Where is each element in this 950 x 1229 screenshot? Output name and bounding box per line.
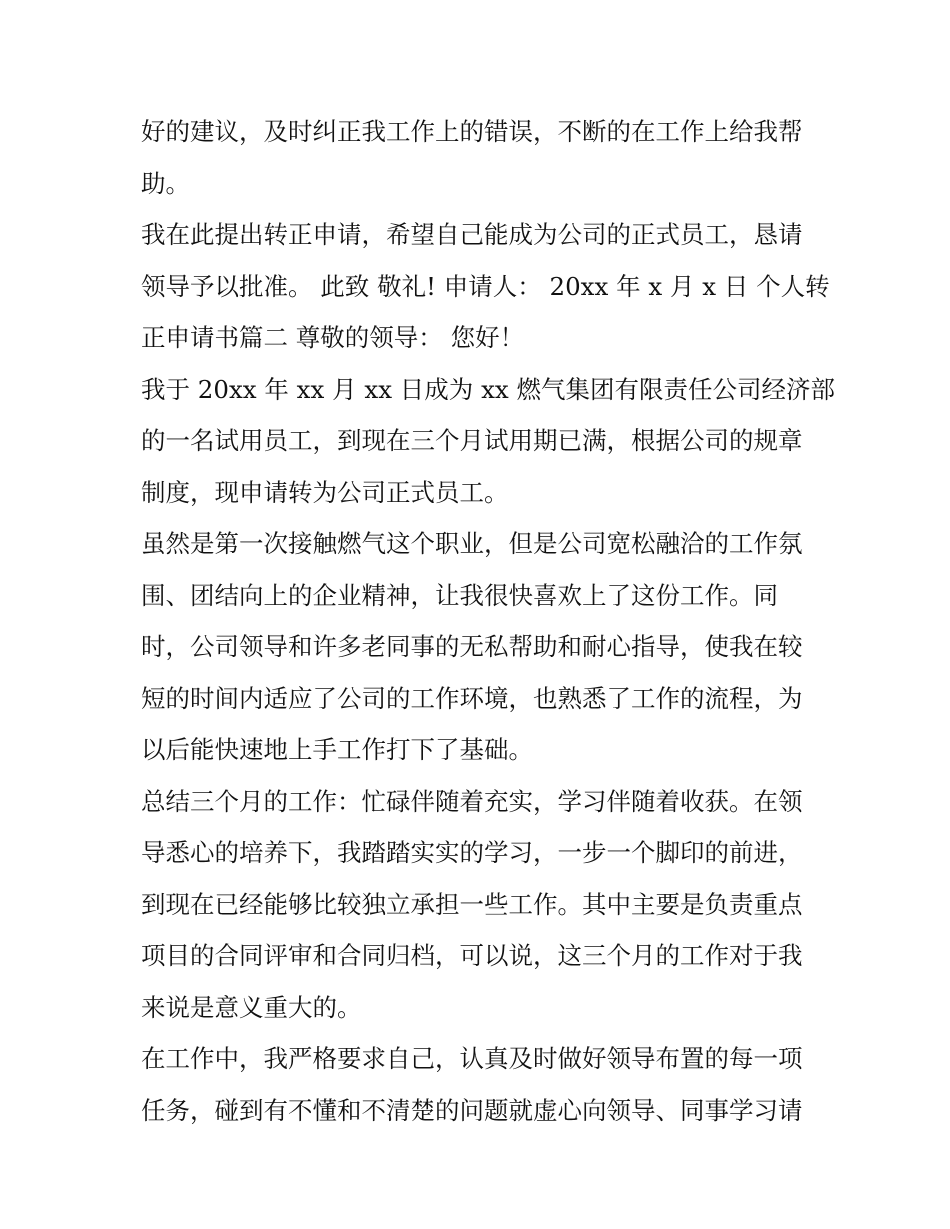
text-line: 我在此提出转正申请，希望自己能成为公司的正式员工，恳请	[141, 220, 803, 249]
text-line: 助。	[141, 168, 190, 198]
text-line: 的一名试用员工，到现在三个月试用期已满，根据公司的规章	[141, 426, 803, 455]
text-line: 任务，碰到有不懂和不清楚的问题就虚心向领导、同事学习请	[141, 1095, 803, 1125]
text-line: 在工作中，我严格要求自己，认真及时做好领导布置的每一项	[141, 1044, 803, 1073]
text-line: 到现在已经能够比较独立承担一些工作。其中主要是负责重点	[141, 889, 803, 919]
text-line: 围、团结向上的企业精神，让我很快喜欢上了这份工作。同	[141, 580, 778, 610]
text-line: 项目的合同评审和合同归档，可以说，这三个月的工作对于我	[141, 941, 803, 970]
text-line: 正申请书篇二 尊敬的领导： 您好！	[141, 323, 525, 352]
text-line: 好的建议，及时纠正我工作上的错误，不断的在工作上给我帮	[141, 117, 803, 146]
text-line: 来说是意义重大的。	[141, 992, 362, 1022]
text-line: 虽然是第一次接触燃气这个职业，但是公司宽松融洽的工作氛	[141, 529, 803, 558]
text-line: 导悉心的培养下，我踏踏实实的学习，一步一个脚印的前进，	[141, 838, 803, 867]
text-line: 制度，现申请转为公司正式员工。	[141, 477, 509, 507]
text-line: 我于 20xx 年 xx 月 xx 日成为 xx 燃气集团有限责任公司经济部	[141, 374, 836, 404]
text-line: 短的时间内适应了公司的工作环境，也熟悉了工作的流程，为	[141, 683, 803, 713]
document-body	[141, 106, 836, 1136]
text-line: 领导予以批准。 此致 敬礼! 申请人： 20xx 年 x 月 x 日 个人转	[141, 271, 830, 301]
text-line: 以后能快速地上手工作打下了基础。	[141, 735, 533, 764]
text-line: 总结三个月的工作：忙碌伴随着充实，学习伴随着收获。在领	[141, 786, 803, 816]
text-line: 时，公司领导和许多老同事的无私帮助和耐心指导，使我在较	[141, 632, 803, 661]
